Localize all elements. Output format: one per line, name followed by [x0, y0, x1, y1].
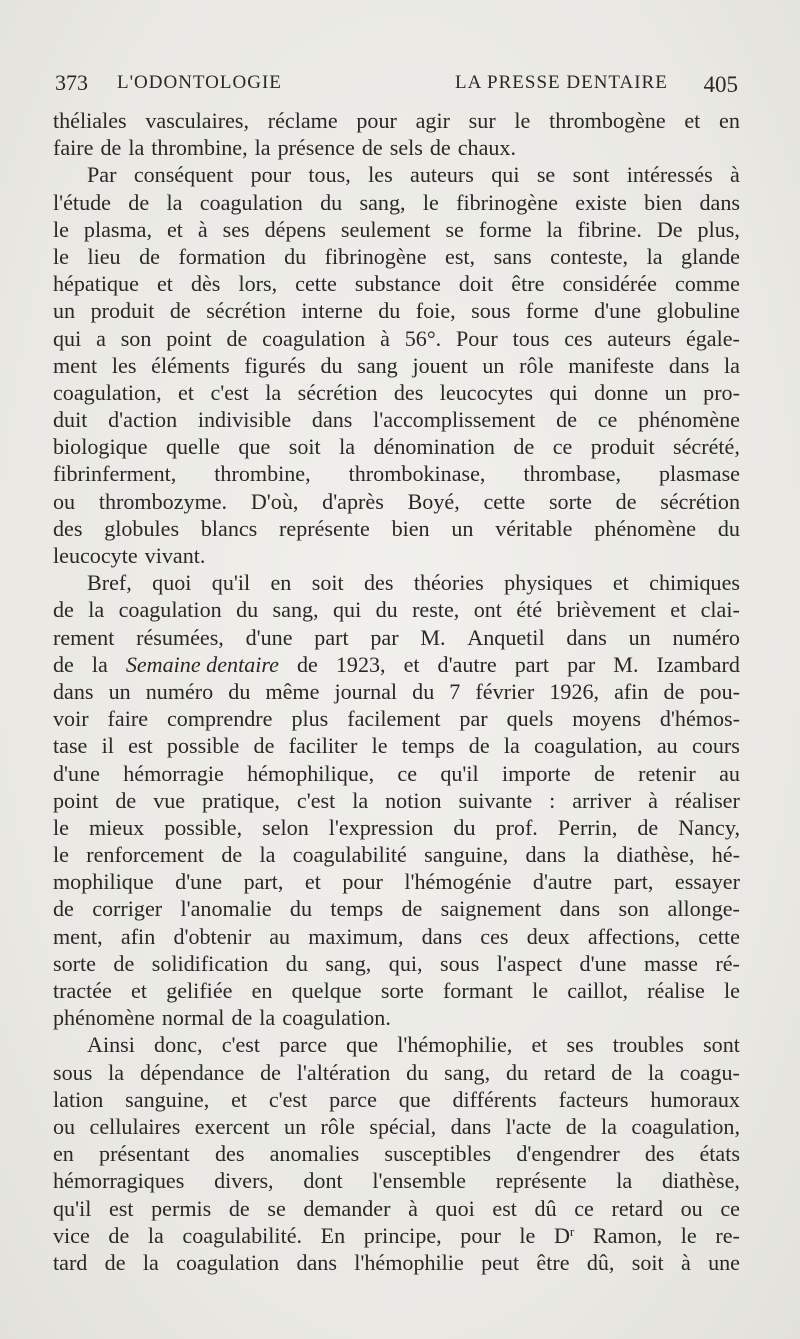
- text-line: duit d'action indivisible dans l'accomplissement de ce phénomène: [53, 407, 740, 433]
- text-line: phénomène normal de la coagulation.: [53, 1005, 391, 1031]
- text-line: de corriger l'anomalie du temps de saignement dans son allonge-: [53, 896, 740, 922]
- text-line: ou cellulaires exercent un rôle spécial, dans l'acte de la coagulation,: [53, 1113, 740, 1139]
- text-line: Bref, quoi qu'il en soit des théories physiques et chimiques: [87, 570, 740, 596]
- text-line: le plasma, et à ses dépens seulement se forme la fibrine. De plus,: [53, 216, 740, 242]
- text-line: mophilique d'une part, et pour l'hémogénie d'autre part, essayer: [53, 869, 740, 895]
- body-text: [53, 107, 740, 1276]
- text-line: vice de la coagulabilité. En principe, pour le $D^r$ Ramon, le re-: [53, 1222, 740, 1248]
- text-line: dans un numéro du même journal du 7 février 1926, afin de pou-: [53, 678, 740, 704]
- page-number-right: 405: [703, 72, 738, 97]
- text-line: Par conséquent pour tous, les auteurs qui se sont intéressés à: [87, 162, 740, 188]
- text-line: de la coagulation du sang, qui du reste, ont été brièvement et clai-: [53, 597, 740, 623]
- text-line: coagulation, et c'est la sécrétion des leucocytes qui donne un pro-: [53, 379, 740, 405]
- text-line: le renforcement de la coagulabilité sanguine, dans la diathèse, hé-: [53, 842, 740, 868]
- text-line: sous la dépendance de l'altération du sang, du retard de la coagu-: [53, 1059, 740, 1085]
- text-line: point de vue pratique, c'est la notion suivante : arriver à réaliser: [53, 787, 740, 813]
- text-line: en présentant des anomalies susceptibles d'engendrer des états: [53, 1141, 740, 1167]
- text-line: le mieux possible, selon l'expression du prof. Perrin, de Nancy,: [53, 814, 740, 840]
- text-line: tase il est possible de faciliter le temps de la coagulation, au cours: [53, 733, 740, 759]
- text-line: tractée et gelifiée en quelque sorte formant le caillot, réalise le: [53, 978, 740, 1003]
- text-line: fibrinferment, thrombine, thrombokinase, thrombase, plasmase: [53, 461, 740, 487]
- text-line: un produit de sécrétion interne du foie, sous forme d'une globuline: [53, 298, 740, 324]
- text-line: l'étude de la coagulation du sang, le fibrinogène existe bien dans: [53, 189, 740, 215]
- text-line: rement résumées, d'une part par M. Anquetil dans un numéro: [53, 624, 740, 650]
- running-header: [55, 68, 738, 98]
- text-line: tard de la coagulation dans l'hémophilie peut être dû, soit à une: [53, 1249, 740, 1275]
- text-line: lation sanguine, et c'est parce que différents facteurs humoraux: [53, 1086, 740, 1112]
- text-line: ment, afin d'obtenir au maximum, dans ces deux affections, cette: [53, 923, 740, 949]
- text-line: sorte de solidification du sang, qui, sous l'aspect d'une masse ré-: [53, 950, 740, 976]
- journal-title: L'ODONTOLOGIE: [117, 72, 282, 93]
- text-line: hépatique et dès lors, cette substance doit être considérée comme: [53, 271, 740, 297]
- text-line: d'une hémorragie hémophilique, ce qu'il importe de retenir au: [53, 760, 740, 786]
- text-line: qu'il est permis de se demander à quoi est dû ce retard ou ce: [53, 1195, 740, 1221]
- text-line: le lieu de formation du fibrinogène est, sans conteste, la glande: [53, 243, 740, 269]
- text-line: ment les éléments figurés du sang jouent un rôle manifeste dans la: [53, 352, 740, 378]
- section-title: LA PRESSE DENTAIRE: [455, 72, 668, 93]
- text-line: théliales vasculaires, réclame pour agir sur le thrombogène et en: [53, 108, 740, 133]
- text-line: hémorragiques divers, dont l'ensemble représente la diathèse,: [53, 1168, 740, 1194]
- text-line: de la Semaine dentaire de 1923, et d'autre part par M. Izambard: [53, 651, 740, 677]
- text-line: ou thrombozyme. D'où, d'après Boyé, cette sorte de sécrétion: [53, 488, 740, 514]
- text-line: leucocyte vivant.: [53, 543, 206, 568]
- text-line: Ainsi donc, c'est parce que l'hémophilie, et ses troubles sont: [87, 1032, 740, 1058]
- text-line: faire de la thrombine, la présence de sels de chaux.: [53, 135, 516, 161]
- page-number-left: 373: [55, 70, 88, 95]
- text-line: biologique quelle que soit la dénomination de ce produit sécrété,: [53, 434, 740, 460]
- text-line: qui a son point de coagulation à 56°. Pour tous ces auteurs égale-: [53, 325, 740, 351]
- text-line: des globules blancs représente bien un véritable phénomène du: [53, 515, 740, 541]
- text-line: voir faire comprendre plus facilement par quels moyens d'hémos-: [53, 706, 740, 732]
